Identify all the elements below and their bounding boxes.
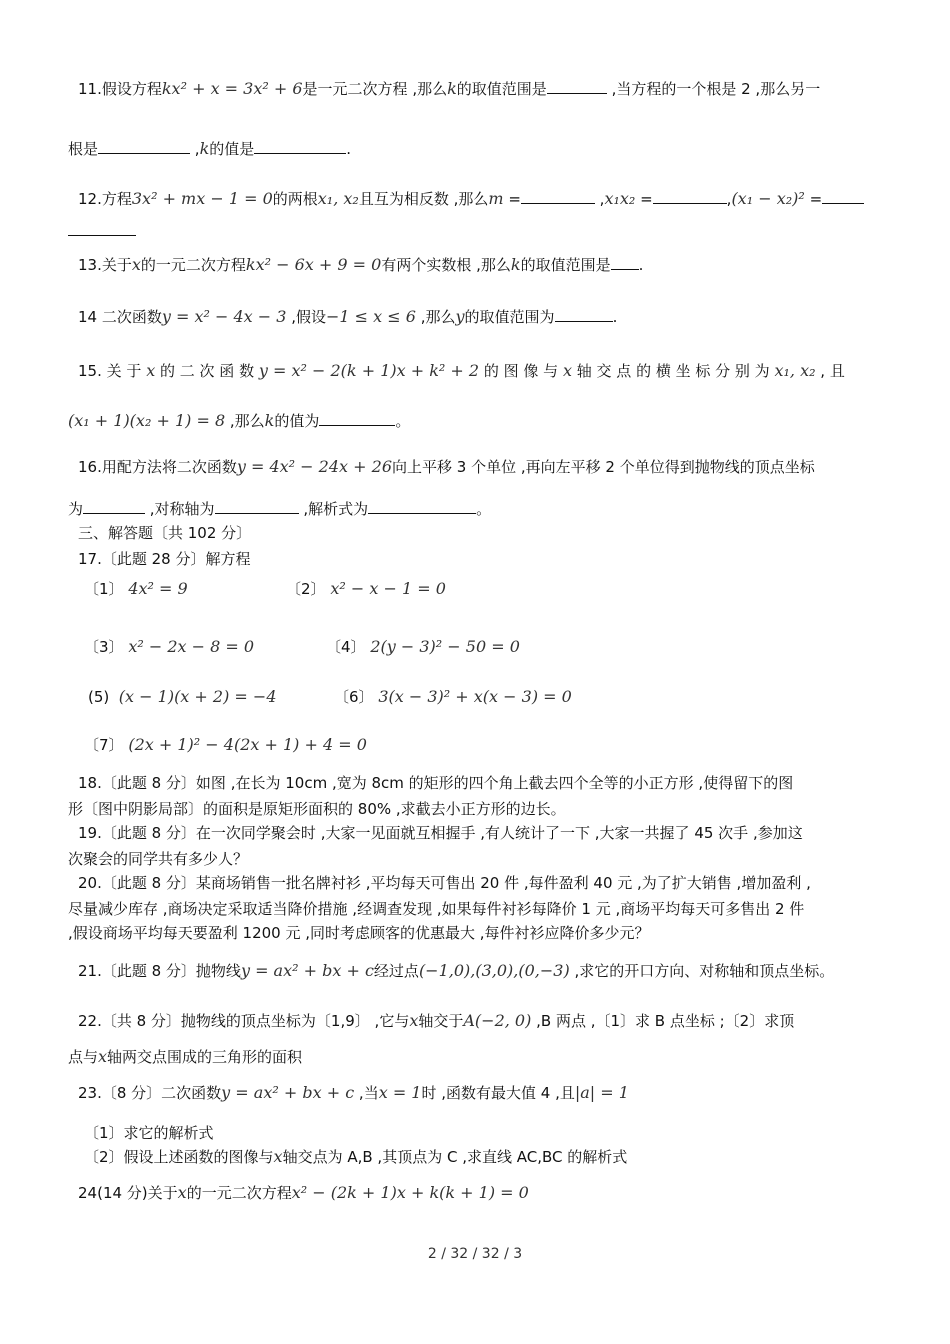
roots: x₁, x₂ — [774, 361, 816, 380]
q23-x-value: x = 1 — [378, 1083, 422, 1102]
q22-line1 — [78, 1010, 794, 1032]
text: 22.〔共 8 分〕抛物线的顶点坐标为〔1,9〕 ,它与 — [78, 1012, 410, 1030]
text: 〔7〕 — [84, 736, 124, 754]
text: 〔2〕 — [286, 580, 326, 598]
text: ,那么 — [415, 308, 456, 326]
section-heading: 三、解答题〔共 102 分〕 — [78, 524, 252, 542]
answer-blank[interactable] — [521, 189, 595, 204]
answer-blank[interactable] — [555, 307, 613, 322]
q16-line1 — [78, 456, 815, 478]
q18-line2: 形〔图中阴影局部〕的面积是原矩形面积的 80% ,求截去小正方形的边长。 — [68, 800, 566, 818]
q12-line2 — [68, 220, 136, 242]
text: 〔4〕 — [326, 638, 366, 656]
text: 且互为相反数 ,那么 — [358, 190, 489, 208]
text: = — [503, 190, 521, 208]
text: 轴交于 — [418, 1012, 464, 1030]
q21-line — [78, 960, 834, 982]
answer-blank[interactable] — [653, 189, 727, 204]
q17-item6 — [334, 686, 572, 708]
q23-line1 — [78, 1082, 629, 1104]
text: . — [612, 308, 618, 326]
q13-equation: kx² − 6x + 9 = 0 — [245, 255, 382, 274]
q14-function: y = x² − 4x − 3 — [161, 307, 287, 326]
equation: 4x² = 9 — [128, 579, 188, 598]
var-x: x — [562, 361, 572, 380]
q17-item7 — [84, 734, 367, 756]
q20-line1: 20.〔此题 8 分〕某商场销售一批名牌衬衫 ,平均每天可售出 20 件 ,每件盈利 40 元 ,为了扩大销售 ,增加盈利 , — [78, 874, 811, 892]
q16-function: y = 4x² − 24x + 26 — [236, 457, 392, 476]
var-k: k — [264, 411, 275, 430]
text: 〔6〕 — [334, 688, 374, 706]
text: 是一元二次方程 ,那么 — [302, 80, 448, 98]
answer-blank[interactable] — [368, 499, 476, 514]
q18-line1: 18.〔此题 8 分〕如图 ,在长为 10cm ,宽为 8cm 的矩形的四个角上截去四个全等的小正方形 ,使得留下的图 — [78, 774, 794, 792]
text: 的值是 — [209, 140, 255, 158]
answer-blank[interactable] — [83, 499, 145, 514]
text: ,那么 — [225, 412, 265, 430]
q24-line — [78, 1182, 529, 1204]
answer-blank[interactable] — [254, 139, 346, 154]
var-x: x — [409, 1011, 419, 1030]
text: 向上平移 3 个单位 ,再向左平移 2 个单位得到抛物线的顶点坐标 — [392, 458, 815, 476]
text: 的一元二次方程 — [186, 1184, 292, 1202]
text: = — [804, 190, 823, 208]
q17-item1 — [84, 578, 188, 600]
text: 轴 交 点 的 横 坐 标 分 别 为 — [576, 362, 770, 380]
var-k: k — [510, 255, 521, 274]
q23-sub1: 〔1〕求它的解析式 — [84, 1124, 214, 1142]
text: 〔2〕假设上述函数的图像与 — [84, 1148, 274, 1166]
q14-line — [78, 306, 617, 328]
text: ,当方程的一个根是 2 ,那么另一 — [606, 80, 821, 98]
var-x: x — [131, 255, 141, 274]
q13-line — [78, 254, 643, 276]
q11-equation: kx² + x = 3x² + 6 — [161, 79, 303, 98]
text: 有两个实数根 ,那么 — [381, 256, 511, 274]
q11-line2 — [68, 138, 351, 160]
text: 。 — [395, 412, 411, 430]
answer-blank[interactable] — [215, 499, 299, 514]
text: ,假设 — [286, 308, 326, 326]
text: 11.假设方程 — [78, 80, 162, 98]
var-m: m — [488, 189, 504, 208]
page-number: 2 / 32 / 32 / 3 — [427, 1246, 523, 1262]
text: 经过点 — [373, 962, 419, 980]
equation: 2(y − 3)² − 50 = 0 — [370, 637, 520, 656]
q23-function: y = ax² + bx + c — [221, 1083, 355, 1102]
text: , — [594, 190, 605, 208]
roots: x₁, x₂ — [317, 189, 359, 208]
q12-line1 — [78, 188, 864, 210]
q19-line2: 次聚会的同学共有多少人？ — [68, 850, 249, 868]
q15-line2 — [68, 410, 410, 432]
text: 的值为 — [274, 412, 320, 430]
q11-line1 — [78, 78, 820, 100]
q23-abs-a: |a| = 1 — [574, 1083, 629, 1102]
q17-item4 — [326, 636, 520, 658]
q23-sub2 — [84, 1146, 627, 1168]
square-diff: (x₁ − x₂)² — [731, 189, 805, 208]
answer-blank[interactable] — [547, 79, 607, 94]
text: , — [726, 190, 732, 208]
equation: x² − x − 1 = 0 — [330, 579, 446, 598]
q19-line1: 19.〔此题 8 分〕在一次同学聚会时 ,大家一见面就互相握手 ,有人统计了一下 ,大家一共握了 45 次手 ,参加这 — [78, 824, 803, 842]
equation: 3(x − 3)² + x(x − 3) = 0 — [378, 687, 572, 706]
answer-blank[interactable] — [611, 255, 639, 270]
text: 的 图 像 与 — [483, 362, 559, 380]
var-x: x — [273, 1147, 283, 1166]
text: ,对称轴为 — [145, 500, 215, 518]
text: ,解析式为 — [298, 500, 369, 518]
text: = — [635, 190, 653, 208]
var-k: k — [447, 79, 457, 98]
text: , 且 — [815, 362, 845, 380]
answer-blank[interactable] — [319, 411, 395, 426]
q15-line1 — [78, 360, 845, 382]
text: 15. 关 于 — [78, 362, 142, 380]
q17-item2 — [286, 578, 446, 600]
answer-blank[interactable] — [822, 189, 864, 204]
text: 的两根 — [272, 190, 318, 208]
text: 24(14 分)关于 — [78, 1184, 178, 1202]
text: 16.用配方法将二次函数 — [78, 458, 237, 476]
text: . — [346, 140, 352, 158]
text: 轴两交点围成的三角形的面积 — [107, 1048, 303, 1066]
text: 根是 — [68, 140, 99, 158]
text: 14 二次函数 — [78, 308, 162, 326]
q17-item3 — [84, 636, 254, 658]
var-x: x — [146, 361, 156, 380]
answer-blank[interactable] — [98, 139, 190, 154]
text: (5) — [88, 688, 110, 706]
text: 的取值范围为 — [464, 308, 555, 326]
q22-line2 — [68, 1046, 302, 1068]
q17-item5 — [88, 686, 277, 708]
text: 〔3〕 — [84, 638, 124, 656]
text: ,求它的开口方向、对称轴和顶点坐标。 — [569, 962, 835, 980]
text: , — [190, 140, 200, 158]
text: 23.〔8 分〕二次函数 — [78, 1084, 222, 1102]
text: 时 ,函数有最大值 4 ,且 — [421, 1084, 575, 1102]
q20-line3: ,假设商场平均每天要盈利 1200 元 ,同时考虑顾客的优惠最大 ,每件衬衫应降价多少元？ — [68, 924, 650, 942]
text: 21.〔此题 8 分〕抛物线 — [78, 962, 241, 980]
text: 点与 — [68, 1048, 99, 1066]
equation: (x − 1)(x + 2) = −4 — [118, 687, 277, 706]
text: 13.关于 — [78, 256, 132, 274]
q16-line2 — [68, 498, 491, 520]
text: 12.方程 — [78, 190, 132, 208]
q15-condition: (x₁ + 1)(x₂ + 1) = 8 — [68, 411, 226, 430]
q17-title: 17.〔此题 28 分〕解方程 — [78, 550, 251, 568]
text: 的取值范围是 — [456, 80, 547, 98]
text: 的 二 次 函 数 — [160, 362, 255, 380]
var-k: k — [199, 139, 210, 158]
equation: (2x + 1)² − 4(2x + 1) + 4 = 0 — [128, 735, 367, 754]
point-a: A(−2, 0) — [463, 1011, 532, 1030]
var-y: y — [455, 307, 465, 326]
q14-condition: −1 ≤ x ≤ 6 — [326, 307, 416, 326]
text: 的一元二次方程 — [140, 256, 246, 274]
q12-equation: 3x² + mx − 1 = 0 — [131, 189, 273, 208]
text: ,当 — [354, 1084, 379, 1102]
text: 。 — [476, 500, 492, 518]
text: 的取值范围是 — [520, 256, 611, 274]
text: ,B 两点 ,〔1〕求 B 点坐标 ;〔2〕求顶 — [531, 1012, 795, 1030]
text: 轴交点为 A,B ,其顶点为 C ,求直线 AC,BC 的解析式 — [282, 1148, 628, 1166]
q21-function: y = ax² + bx + c — [240, 961, 374, 980]
q24-equation: x² − (2k + 1)x + k(k + 1) = 0 — [291, 1183, 529, 1202]
equation: x² − 2x − 8 = 0 — [128, 637, 255, 656]
q20-line2: 尽量减少库存 ,商场决定采取适当降价措施 ,经调查发现 ,如果每件衬衫每降价 1 元 ,商场平均每天可多售出 2 件 — [68, 900, 805, 918]
var-x: x — [98, 1047, 108, 1066]
text: . — [638, 256, 644, 274]
text: 〔1〕 — [84, 580, 124, 598]
q15-function: y = x² − 2(k + 1)x + k² + 2 — [258, 361, 480, 380]
product: x₁x₂ — [604, 189, 636, 208]
q21-points: (−1,0),(3,0),(0,−3) — [418, 961, 570, 980]
text: 为 — [68, 500, 84, 518]
var-x: x — [177, 1183, 187, 1202]
answer-blank[interactable] — [68, 221, 136, 236]
